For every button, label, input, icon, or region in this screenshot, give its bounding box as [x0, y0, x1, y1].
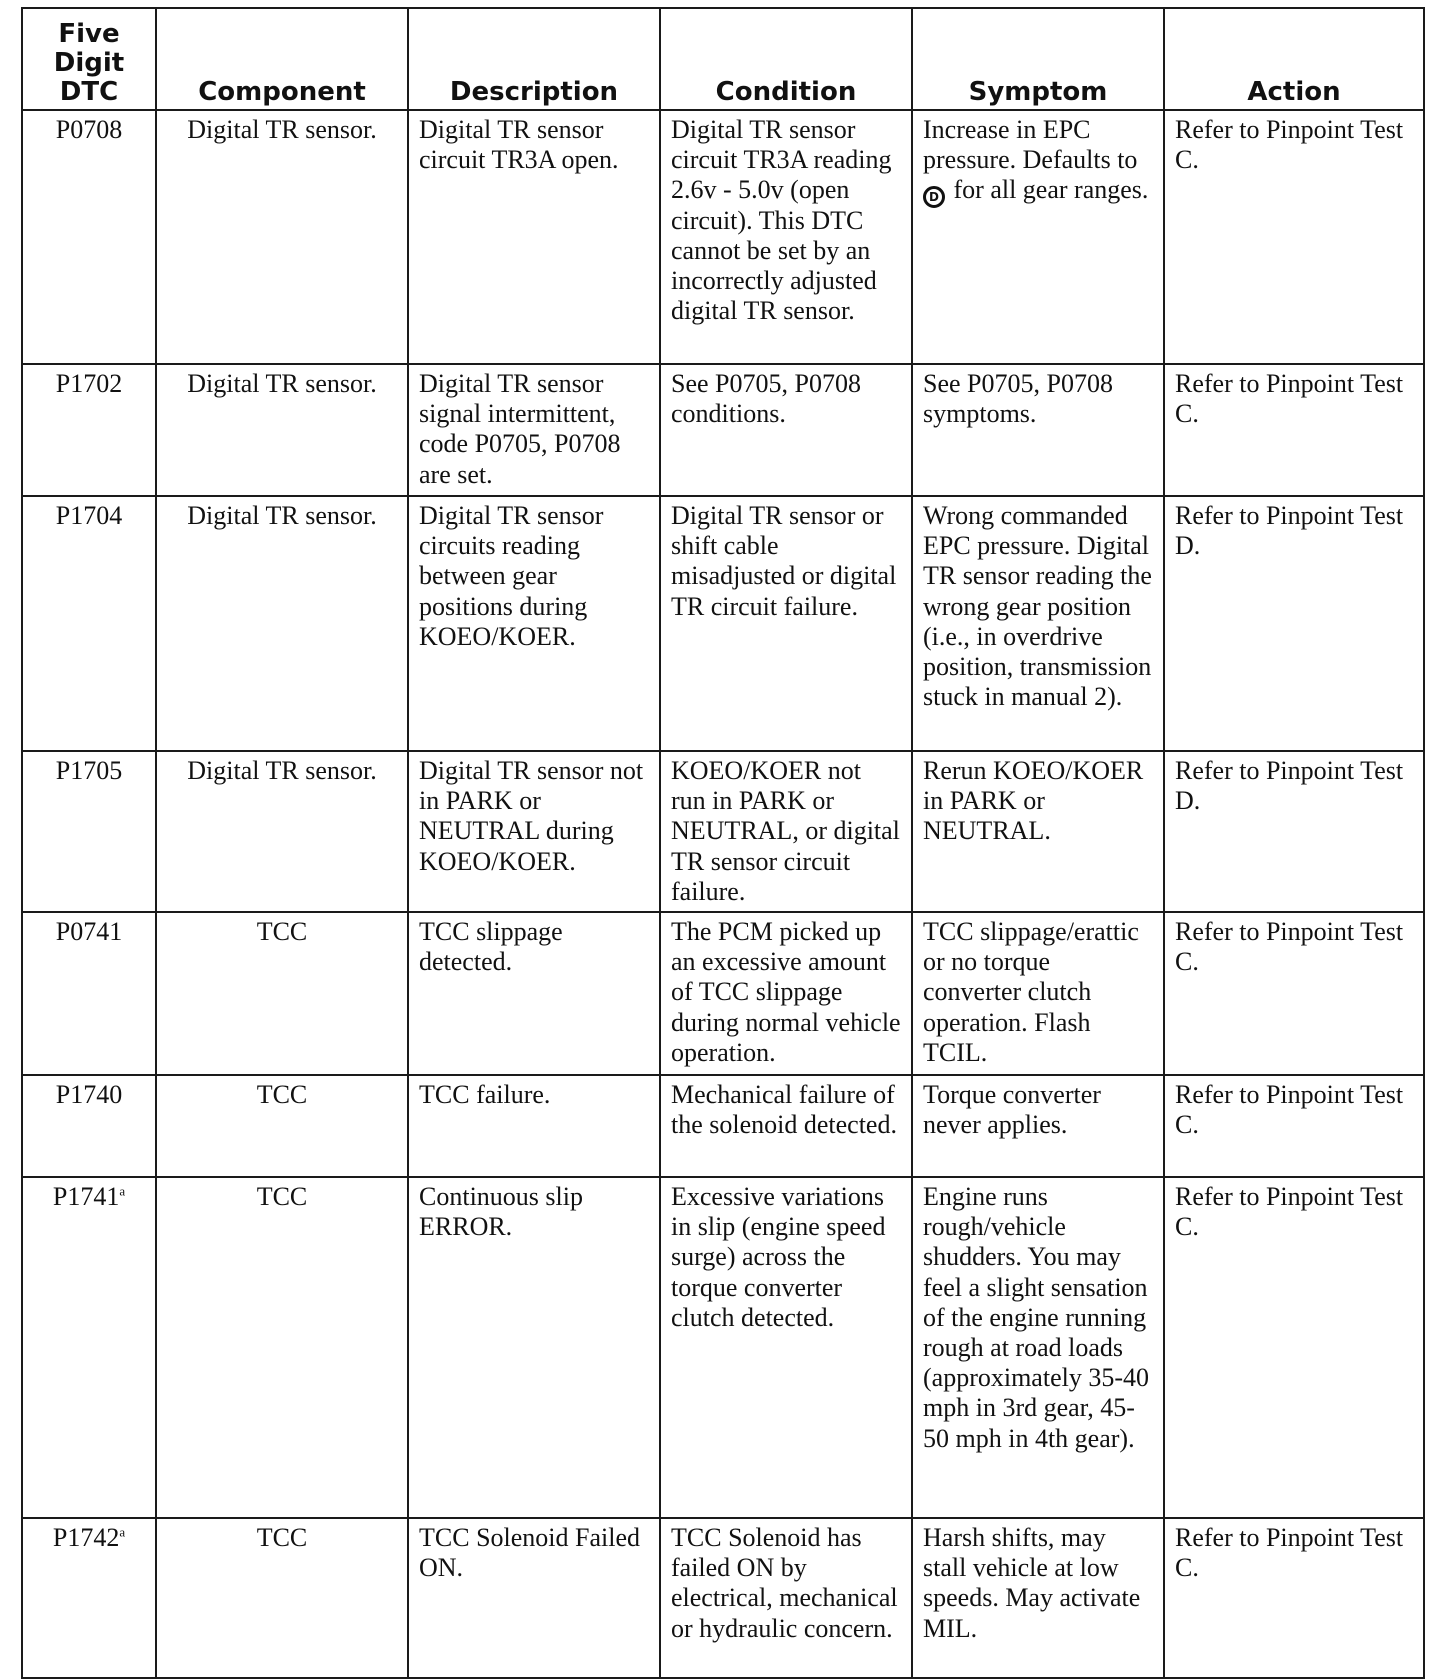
table-row — [22, 1177, 1424, 1518]
action-cell: Refer to Pinpoint Test C. — [1164, 1518, 1424, 1678]
dtc-code-cell — [22, 1518, 156, 1678]
action-cell: Refer to Pinpoint Test C. — [1164, 364, 1424, 496]
dtc-code-cell — [22, 1177, 156, 1518]
dtc-code-cell — [22, 912, 156, 1075]
symptom-cell: Harsh shifts, may stall vehicle at low speeds. May activate MIL. — [912, 1518, 1164, 1678]
table-row — [22, 364, 1424, 496]
action-cell: Refer to Pinpoint Test D. — [1164, 751, 1424, 912]
description-cell: Continuous slip ERROR. — [408, 1177, 660, 1518]
condition-cell: The PCM picked up an excessive amount of TCC slippage during normal vehicle operation. — [660, 912, 912, 1075]
table-header — [22, 8, 1424, 110]
header-description: Description — [408, 8, 660, 110]
symptom-cell: TCC slippage/erattic or no torque converter clutch operation. Flash TCIL. — [912, 912, 1164, 1075]
header-condition: Condition — [660, 8, 912, 110]
component-cell: Digital TR sensor. — [156, 751, 408, 912]
component-cell: Digital TR sensor. — [156, 110, 408, 364]
action-cell: Refer to Pinpoint Test C. — [1164, 110, 1424, 364]
table-row — [22, 751, 1424, 912]
dtc-code: P0741 — [55, 917, 123, 946]
component-cell: TCC — [156, 912, 408, 1075]
description-cell: TCC failure. — [408, 1075, 660, 1177]
symptom-cell: Torque converter never applies. — [912, 1075, 1164, 1177]
symptom-cell: Wrong commanded EPC pressure. Digital TR sensor reading the wrong gear position (i.e., in overdrive position, transmission stuck in manual 2). — [912, 496, 1164, 751]
condition-cell: TCC Solenoid has failed ON by electrical, mechanical or hydraulic concern. — [660, 1518, 912, 1678]
footnote-mark: a — [119, 1183, 126, 1199]
dtc-code-cell — [22, 496, 156, 751]
symptom-text-before: Increase in EPC pressure. Defaults to — [923, 115, 1138, 175]
description-cell: Digital TR sensor not in PARK or NEUTRAL during KOEO/KOER. — [408, 751, 660, 912]
dtc-code-cell — [22, 751, 156, 912]
dtc-code: P1704 — [55, 501, 123, 530]
component-cell: Digital TR sensor. — [156, 496, 408, 751]
action-cell: Refer to Pinpoint Test D. — [1164, 496, 1424, 751]
action-cell: Refer to Pinpoint Test C. — [1164, 1177, 1424, 1518]
header-component: Component — [156, 8, 408, 110]
header-dtc — [22, 8, 156, 110]
dtc-code: P1705 — [55, 756, 123, 785]
header-action: Action — [1164, 8, 1424, 110]
component-cell: TCC — [156, 1075, 408, 1177]
dtc-code: P1742 — [52, 1523, 120, 1552]
header-dtc-line: Digit — [53, 48, 125, 78]
dtc-code: P0708 — [55, 115, 123, 144]
table-row — [22, 1518, 1424, 1678]
dtc-code: P1741 — [52, 1182, 120, 1211]
description-cell: TCC slippage detected. — [408, 912, 660, 1075]
header-symptom: Symptom — [912, 8, 1164, 110]
footnote-mark: a — [119, 1524, 126, 1540]
table-row — [22, 496, 1424, 751]
header-dtc-line: Five — [58, 19, 120, 49]
symptom-cell — [912, 110, 1164, 364]
dtc-code-cell — [22, 364, 156, 496]
component-cell: TCC — [156, 1518, 408, 1678]
dtc-code-cell — [22, 110, 156, 364]
action-cell: Refer to Pinpoint Test C. — [1164, 912, 1424, 1075]
header-dtc-line: DTC — [59, 77, 119, 107]
table-row — [22, 912, 1424, 1075]
symptom-cell: See P0705, P0708 symptoms. — [912, 364, 1164, 496]
symptom-cell: Rerun KOEO/KOER in PARK or NEUTRAL. — [912, 751, 1164, 912]
symptom-cell: Engine runs rough/vehicle shudders. You may feel a slight sensation of the engine running rough at road loads (approximately 35-40 mph in 3rd gear, 45-50 mph in 4th gear). — [912, 1177, 1164, 1518]
component-cell: Digital TR sensor. — [156, 364, 408, 496]
condition-cell: Excessive variations in slip (engine speed surge) across the torque converter clutch detected. — [660, 1177, 912, 1518]
dtc-code: P1740 — [55, 1080, 123, 1109]
description-cell: TCC Solenoid Failed ON. — [408, 1518, 660, 1678]
condition-cell: Digital TR sensor or shift cable misadjusted or digital TR circuit failure. — [660, 496, 912, 751]
condition-cell: See P0705, P0708 conditions. — [660, 364, 912, 496]
action-cell: Refer to Pinpoint Test C. — [1164, 1075, 1424, 1177]
description-cell: Digital TR sensor circuits reading between gear positions during KOEO/KOER. — [408, 496, 660, 751]
table-body — [22, 110, 1424, 1678]
header-row — [22, 8, 1424, 110]
symptom-text-after: for all gear ranges. — [953, 175, 1149, 205]
description-cell: Digital TR sensor signal intermittent, code P0705, P0708 are set. — [408, 364, 660, 496]
dtc-code: P1702 — [55, 369, 123, 398]
condition-cell: Digital TR sensor circuit TR3A reading 2.6v - 5.0v (open circuit). This DTC cannot be set by an incorrectly adjusted digital TR sensor. — [660, 110, 912, 364]
component-cell: TCC — [156, 1177, 408, 1518]
table-row — [22, 1075, 1424, 1177]
condition-cell: KOEO/KOER not run in PARK or NEUTRAL, or digital TR sensor circuit failure. — [660, 751, 912, 912]
table-row — [22, 110, 1424, 364]
dtc-table — [21, 7, 1425, 1679]
dtc-code-cell — [22, 1075, 156, 1177]
description-cell: Digital TR sensor circuit TR3A open. — [408, 110, 660, 364]
condition-cell: Mechanical failure of the solenoid detected. — [660, 1075, 912, 1177]
overdrive-position-icon: D — [923, 186, 945, 208]
